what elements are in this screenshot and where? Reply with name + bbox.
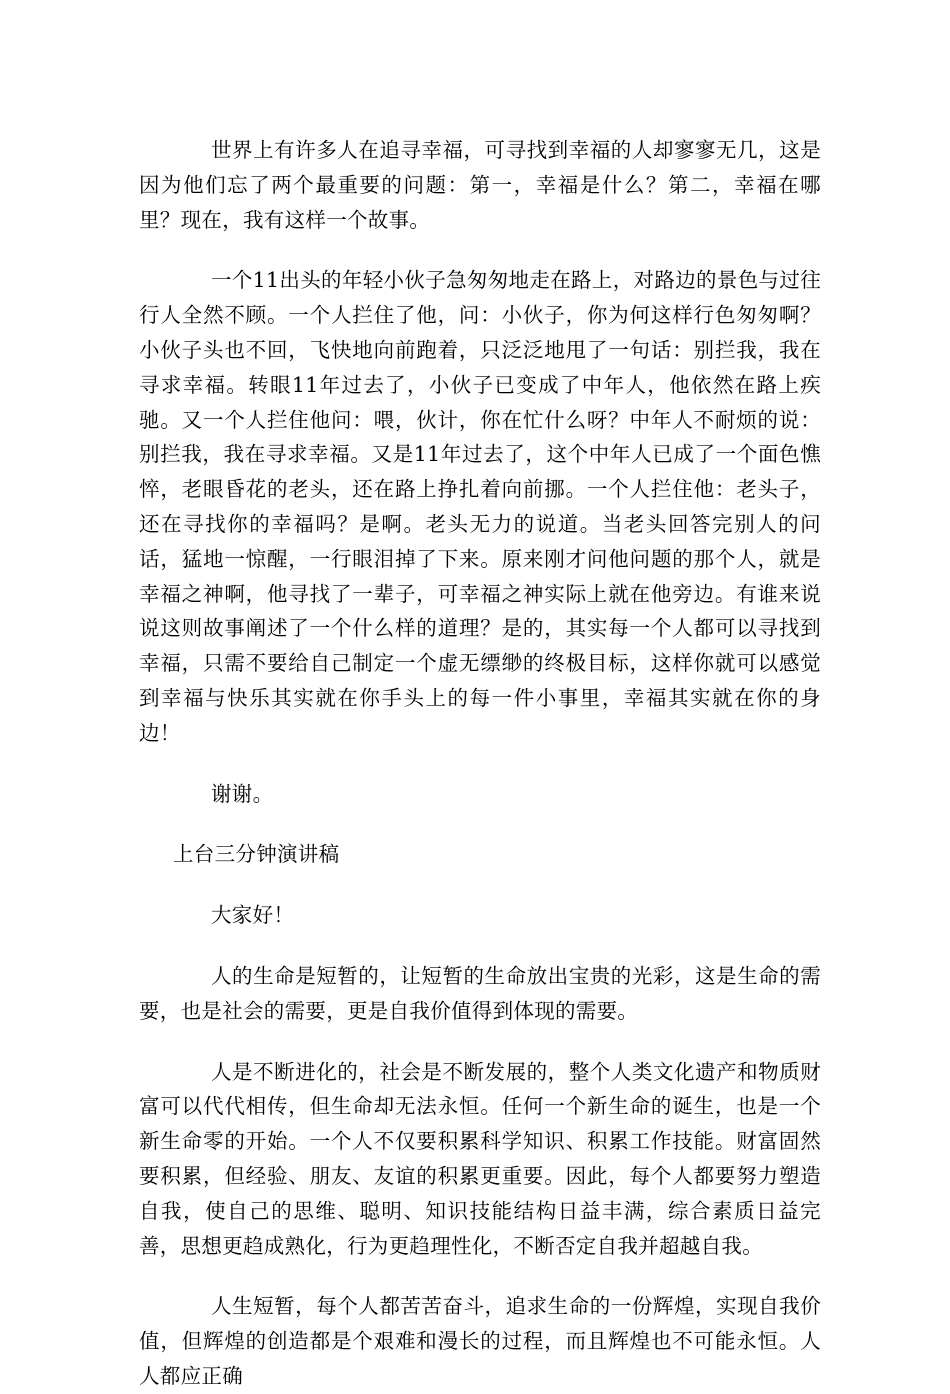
paragraph-thanks: 谢谢。 — [211, 781, 274, 806]
paragraph-story: 一个11出头的年轻小伙子急匆匆地走在路上，对路边的景色与过往行人全然不顾。一个人拦住了他，问：小伙子，你为何这样行色匆匆啊？小伙子头也不回，飞快地向前跑着，只泛泛地甩了一句话：别拦我，我在寻求幸福。转眼11年过去了，小伙子已变成了中年人，他依然在路上疾驰。又一个人拦住他问：喂，伙计，你在忙什么呀？中年人不耐烦的说：别拦我，我在寻求幸福。又是11年过去了，这个中年人已成了一个面色憔悴，老眼昏花的老头，还在路上挣扎着向前挪。一个人拦住他：老头子，还在寻找你的幸福吗？是啊。老头无力的说道。当老头回答完别人的问话，猛地一惊醒，一行眼泪掉了下来。原来刚才问他问题的那个人，就是幸福之神啊，他寻找了一辈子，可幸福之神实际上就在他旁边。有谁来说说这则故事阐述了一个什么样的道理？是的，其实每一个人都可以寻找到幸福，只需不要给自己制定一个虚无缥缈的终极目标，这样你就可以感觉到幸福与快乐其实就在你手头上的每一件小事里，幸福其实就在你的身边！ — [139, 268, 821, 745]
paragraph-evolution: 人是不断进化的，社会是不断发展的，整个人类文化遗产和物质财富可以代代相传，但生命却无法永恒。任何一个新生命的诞生，也是一个新生命零的开始。一个人不仅要积累科学知识、积累工作技能。财富固然要积累，但经验、朋友、友谊的积累更重要。因此，每个人都要努力塑造自我，使自己的思维、聪明、知识技能结构日益丰满，综合素质日益完善，思想更趋成熟化，行为更趋理性化，不断否定自我并超越自我。 — [139, 1059, 821, 1258]
speech-title: 上台三分钟演讲稿 — [173, 842, 340, 867]
paragraph-struggle: 人生短暂，每个人都苦苦奋斗，追求生命的一份辉煌，实现自我价值，但辉煌的创造都是个艰难和漫长的过程，而且辉煌也不可能永恒。人人都应正确 — [139, 1294, 821, 1388]
paragraph-life-short: 人的生命是短暂的，让短暂的生命放出宝贵的光彩，这是生命的需要，也是社会的需要，更是自我价值得到体现的需要。 — [139, 963, 821, 1023]
paragraph-intro: 世界上有许多人在追寻幸福，可寻找到幸福的人却寥寥无几，这是因为他们忘了两个最重要的问题：第一，幸福是什么？第二，幸福在哪里？现在，我有这样一个故事。 — [139, 138, 821, 232]
greeting: 大家好！ — [211, 903, 295, 928]
document-page — [139, 133, 821, 1394]
